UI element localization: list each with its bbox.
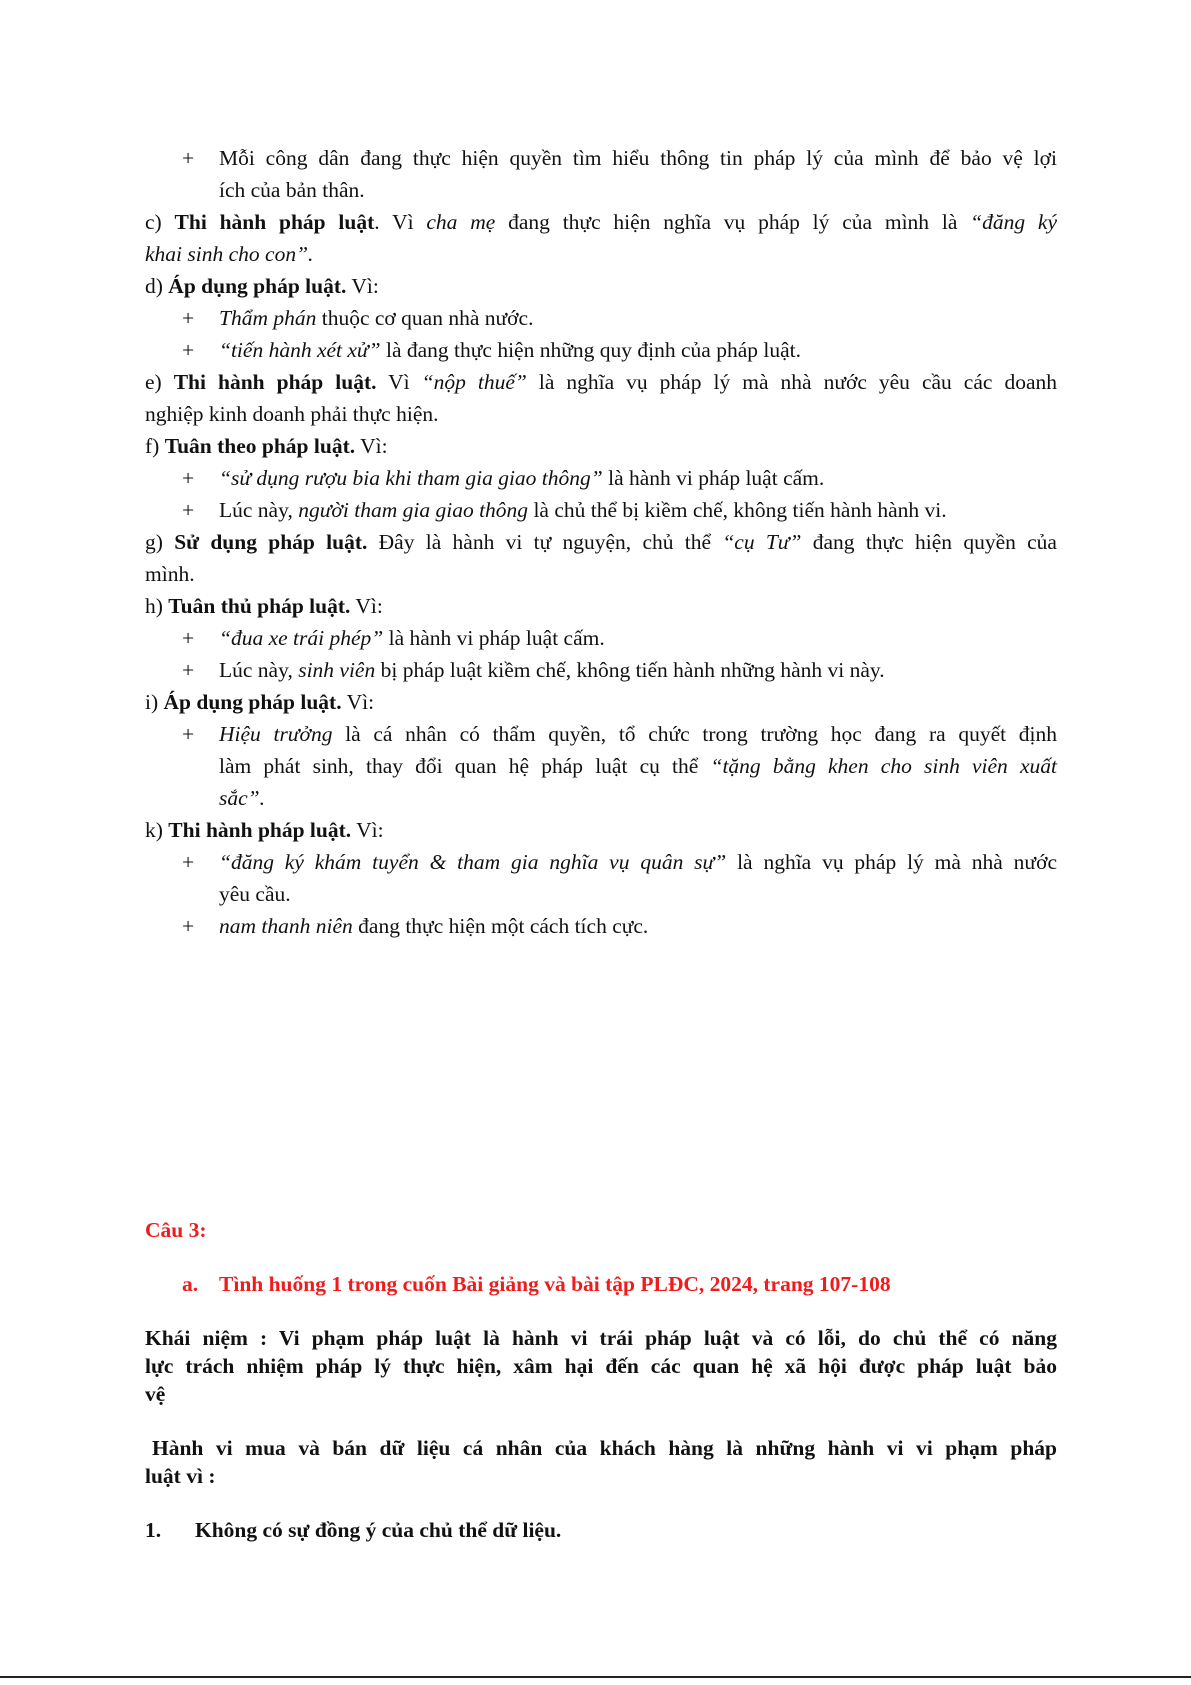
item-d-b2-text: là đang thực hiện những quy định của pháp luật. (380, 338, 801, 362)
item-i-letter: i) (145, 690, 159, 714)
item-f-title: Tuân theo pháp luật. (164, 434, 356, 458)
item-h-b2-italic: sinh viên (298, 658, 376, 682)
item-i-heading (145, 688, 374, 716)
item-c-title: Thi hành pháp luật (174, 210, 375, 234)
reason-1-text: Không có sự đồng ý của chủ thể dữ liệu. (195, 1518, 562, 1542)
bullet-plus: + (182, 626, 195, 650)
item-d-b2-italic: “tiến hành xét xử” (219, 338, 381, 362)
item-h-bullet-2 (219, 656, 885, 684)
item-f-bullet-1 (219, 464, 824, 492)
item-h-tail: Vì: (350, 594, 383, 618)
item-i-title: Áp dụng pháp luật. (163, 690, 342, 714)
item-f-heading (145, 432, 388, 460)
item-k-heading (145, 816, 384, 844)
bullet-plus: + (182, 658, 195, 682)
item-k-b2-italic: nam thanh niên (219, 914, 353, 938)
item-h-b1-text: là hành vi pháp luật cấm. (383, 626, 605, 650)
concept-line-3: vệ (145, 1382, 166, 1406)
item-c-line-1 (145, 208, 1057, 236)
item-d-bullet-2 (219, 336, 801, 364)
item-e-letter: e) (145, 370, 162, 394)
item-i-b1-text: là cá nhân có thẩm quyền, tổ chức trong trường học đang ra quyết định (332, 722, 1057, 746)
item-d-b1-italic: Thẩm phán (219, 306, 317, 330)
item-g-letter: g) (145, 530, 163, 554)
item-g-line-1 (145, 528, 1057, 556)
item-c-text: . Vì (374, 210, 427, 234)
item-d-bullet-1 (219, 304, 533, 332)
bullet-plus: + (182, 914, 195, 938)
item-c-line-2 (145, 240, 313, 268)
concept-line-1: Khái niệm : Vi phạm pháp luật là hành vi trái pháp luật và có lỗi, do chủ thể có năng (145, 1326, 1057, 1350)
item-h-title: Tuân thủ pháp luật. (168, 594, 351, 618)
reason-1-number: 1. (145, 1518, 162, 1542)
item-f-tail: Vì: (355, 434, 388, 458)
item-d-b1-text: thuộc cơ quan nhà nước. (316, 306, 534, 330)
intro-line-2: ích của bản thân. (219, 178, 365, 202)
item-h-letter: h) (145, 594, 163, 618)
item-i-b1-italic: Hiệu trưởng (219, 722, 333, 746)
item-d-heading (145, 272, 379, 300)
item-f-b1-italic: “sử dụng rượu bia khi tham gia giao thông” (219, 466, 603, 490)
item-c-italic-2: “đăng ký (970, 210, 1058, 234)
item-i-tail: Vì: (341, 690, 375, 714)
question-3-sub-heading: Tình huống 1 trong cuốn Bài giảng và bài tập PLĐC, 2024, trang 107-108 (219, 1272, 891, 1296)
item-i-b1-line2-italic: “tặng bằng khen cho sinh viên xuất (710, 754, 1057, 778)
item-f-letter: f) (145, 434, 160, 458)
bullet-plus: + (182, 722, 195, 746)
item-e-italic: “nộp thuế” (421, 370, 527, 394)
item-h-heading (145, 592, 383, 620)
item-h-b2-text: bị pháp luật kiềm chế, không tiến hành những hành vi này. (375, 658, 885, 682)
item-g-italic: “cụ Tư” (722, 530, 802, 554)
bullet-plus: + (182, 466, 195, 490)
item-k-bullet-2 (219, 912, 648, 940)
item-e-line-2: nghiệp kinh doanh phải thực hiện. (145, 402, 439, 426)
item-h-b1-italic: “đua xe trái phép” (219, 626, 384, 650)
item-c-italic-3: khai sinh cho con”. (145, 242, 314, 266)
page-bottom-rule (0, 1676, 1191, 1678)
item-e-line-1 (145, 368, 1057, 396)
item-k-bullet-1-line-2: yêu cầu. (219, 882, 291, 906)
question-3-sub-label: a. (182, 1272, 199, 1296)
item-f-b2-italic: người tham gia giao thông (298, 498, 529, 522)
item-c-mid: đang thực hiện nghĩa vụ pháp lý của mình là (495, 210, 971, 234)
item-h-bullet-1 (219, 624, 605, 652)
item-d-title: Áp dụng pháp luật. (168, 274, 347, 298)
item-k-b2-text: đang thực hiện một cách tích cực. (352, 914, 649, 938)
item-k-letter: k) (145, 818, 163, 842)
item-d-letter: d) (145, 274, 163, 298)
bullet-plus: + (182, 146, 195, 170)
item-f-b2-pre: Lúc này, (219, 498, 299, 522)
item-f-bullet-2 (219, 496, 947, 524)
item-c-italic-1: cha mẹ (426, 210, 496, 234)
bullet-plus: + (182, 338, 195, 362)
item-g-title: Sử dụng pháp luật. (174, 530, 368, 554)
question-3-heading: Câu 3: (145, 1218, 207, 1242)
act-line-1: Hành vi mua và bán dữ liệu cá nhân của khách hàng là những hành vi vi phạm pháp (152, 1436, 1057, 1460)
item-k-tail: Vì: (351, 818, 384, 842)
item-e-title: Thi hành pháp luật. (173, 370, 377, 394)
item-k-title: Thi hành pháp luật. (168, 818, 352, 842)
item-e-rest: là nghĩa vụ pháp lý mà nhà nước yêu cầu các doanh (526, 370, 1057, 394)
item-i-bullet-1-line-1 (219, 720, 1057, 748)
item-d-tail: Vì: (346, 274, 379, 298)
item-f-b1-text: là hành vi pháp luật cấm. (602, 466, 825, 490)
item-g-mid: Đây là hành vi tự nguyện, chủ thể (367, 530, 723, 554)
bullet-plus: + (182, 498, 195, 522)
item-k-b1-italic: “đăng ký khám tuyển & tham gia nghĩa vụ quân sự” (219, 850, 727, 874)
item-i-bullet-1-line-3 (219, 784, 265, 812)
item-i-b1-line3-italic: sắc”. (219, 786, 265, 810)
concept-line-2: lực trách nhiệm pháp lý thực hiện, xâm hại đến các quan hệ xã hội được pháp luật bảo (145, 1354, 1057, 1378)
item-k-b1-text: là nghĩa vụ pháp lý mà nhà nước (726, 850, 1057, 874)
item-c-letter: c) (145, 210, 162, 234)
bullet-plus: + (182, 850, 195, 874)
bullet-plus: + (182, 306, 195, 330)
intro-line-1: Mỗi công dân đang thực hiện quyền tìm hiểu thông tin pháp lý của mình để bảo vệ lợi (219, 146, 1057, 170)
item-e-pre: Vì (376, 370, 422, 394)
item-g-rest: đang thực hiện quyền của (801, 530, 1057, 554)
item-i-bullet-1-line-2 (219, 752, 1057, 780)
item-g-line-2: mình. (145, 562, 195, 586)
item-f-b2-text: là chủ thể bị kiềm chế, không tiến hành hành vi. (528, 498, 947, 522)
item-i-b1-line2-text: làm phát sinh, thay đổi quan hệ pháp luật cụ thể (219, 754, 711, 778)
item-k-bullet-1-line-1 (219, 848, 1057, 876)
item-h-b2-pre: Lúc này, (219, 658, 299, 682)
act-line-2: luật vì : (145, 1464, 216, 1488)
